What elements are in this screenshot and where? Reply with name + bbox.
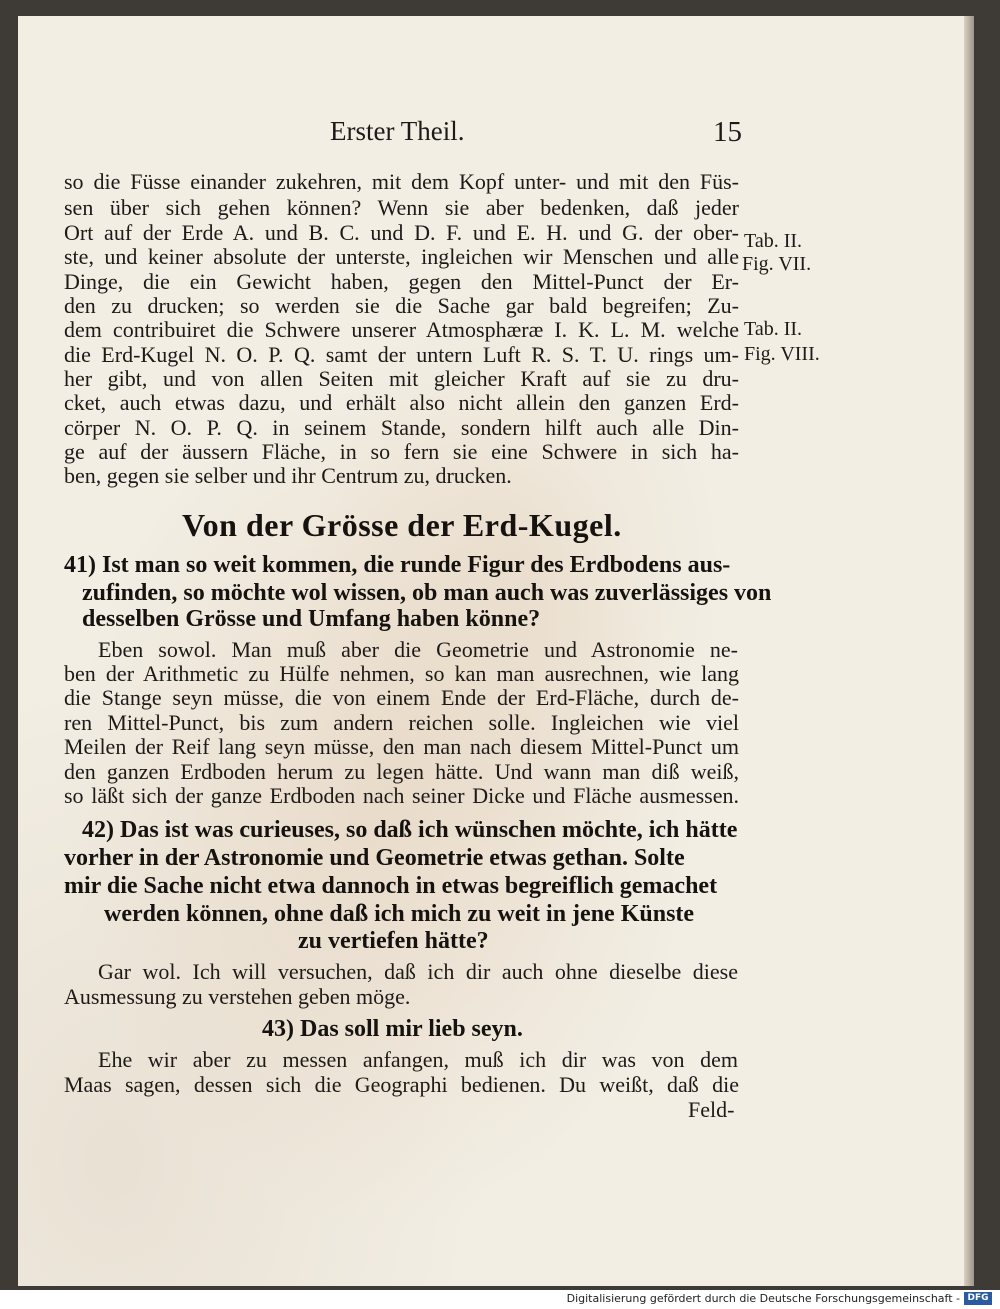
text-line: ge auf der äussern Fläche, in so fern sie eine Schwere in sich ha-: [64, 439, 739, 464]
footer-credit: Digitalisierung gefördert durch die Deutsche Forschungsgemeinschaft -: [566, 1292, 960, 1305]
question-line: 41) Ist man so weit kommen, die runde Figur des Erdbodens aus-: [64, 552, 731, 578]
text-line: so die Füsse einander zukehren, mit dem Kopf unter- und mit den Füs-: [64, 169, 739, 194]
catchword: Feld-: [688, 1097, 735, 1122]
question-line: mir die Sache nicht etwa dannoch in etwas begreiflich gemachet: [64, 873, 718, 899]
running-header: Erster Theil.: [330, 116, 465, 146]
text-line: Eben sowol. Man muß aber die Geometrie und Astronomie ne-: [98, 637, 738, 662]
text-line: Ehe wir aber zu messen anfangen, muß ich dir was von dem: [98, 1047, 738, 1072]
text-line: den ganzen Erdboden herum zu legen hätte. Und wann man diß weiß,: [64, 759, 739, 784]
page-number: 15: [713, 116, 742, 148]
text-line: Meilen der Reif lang seyn müsse, den man nach diesem Mittel-Punct um: [64, 734, 739, 759]
text-line: Ort auf der Erde A. und B. C. und D. F. und E. H. und G. der ober-: [64, 220, 739, 245]
margin-note: Fig. VIII.: [744, 343, 820, 365]
section-heading: Von der Grösse der Erd-Kugel.: [182, 507, 622, 543]
question-line: zufinden, so möchte wol wissen, ob man auch was zuverlässiges von: [82, 580, 772, 606]
text-line: ben, gegen sie selber und ihr Centrum zu, drucken.: [64, 463, 512, 488]
text-line: so läßt sich der ganze Erdboden nach seiner Dicke und Fläche ausmessen.: [64, 783, 739, 808]
text-line: sen über sich gehen können? Wenn sie aber bedenken, daß jeder: [64, 195, 739, 220]
text-line: dem contribuiret die Schwere unserer Atmosphæræ I. K. L. M. welche: [64, 317, 739, 342]
question-line: vorher in der Astronomie und Geometrie etwas gethan. Solte: [64, 845, 685, 871]
text-line: cket, auch etwas dazu, und erhält also nicht allein den ganzen Erd-: [64, 390, 739, 415]
text-line: Dinge, die ein Gewicht haben, gegen den Mittel-Punct der Er-: [64, 269, 739, 294]
dfg-logo: DFG: [964, 1292, 992, 1305]
text-line: Maas sagen, dessen sich die Geographi bedienen. Du weißt, daß die: [64, 1072, 739, 1097]
margin-note: Tab. II.: [744, 230, 803, 252]
margin-note: Tab. II.: [744, 318, 803, 340]
text-line: ben der Arithmetic zu Hülfe nehmen, so kan man ausrechnen, wie lang: [64, 661, 739, 686]
question-line: 42) Das ist was curieuses, so daß ich wünschen möchte, ich hätte: [82, 817, 738, 843]
text-line: ste, und keiner absolute der unterste, ingleichen wir Menschen und alle: [64, 244, 739, 269]
question-line: zu vertiefen hätte?: [298, 928, 489, 954]
text-line: cörper N. O. P. Q. in seinem Stande, sondern hilft auch alle Din-: [64, 415, 739, 440]
question-line: desselben Grösse und Umfang haben könne?: [82, 606, 541, 632]
text-line: die Stange seyn müsse, die von einem Ende der Erd-Fläche, durch de-: [64, 685, 739, 710]
question-line: werden können, ohne daß ich mich zu weit in jene Künste: [104, 901, 695, 927]
text-line: die Erd-Kugel N. O. P. Q. samt der untern Luft R. S. T. U. rings um-: [64, 342, 739, 367]
text-line: ren Mittel-Punct, bis zum andern reichen solle. Ingleichen wie viel: [64, 710, 739, 735]
text-line: Ausmessung zu verstehen geben möge.: [64, 984, 411, 1009]
text-line: den zu drucken; so werden sie die Sache gar bald begreifen; Zu-: [64, 293, 739, 318]
page-edge: [964, 16, 974, 1286]
question-line: 43) Das soll mir lieb seyn.: [262, 1016, 523, 1042]
margin-note: Fig. VII.: [742, 253, 812, 275]
text-line: her gibt, und von allen Seiten mit gleicher Kraft auf sie zu dru-: [64, 366, 739, 391]
text-line: Gar wol. Ich will versuchen, daß ich dir auch ohne dieselbe diese: [98, 959, 738, 984]
